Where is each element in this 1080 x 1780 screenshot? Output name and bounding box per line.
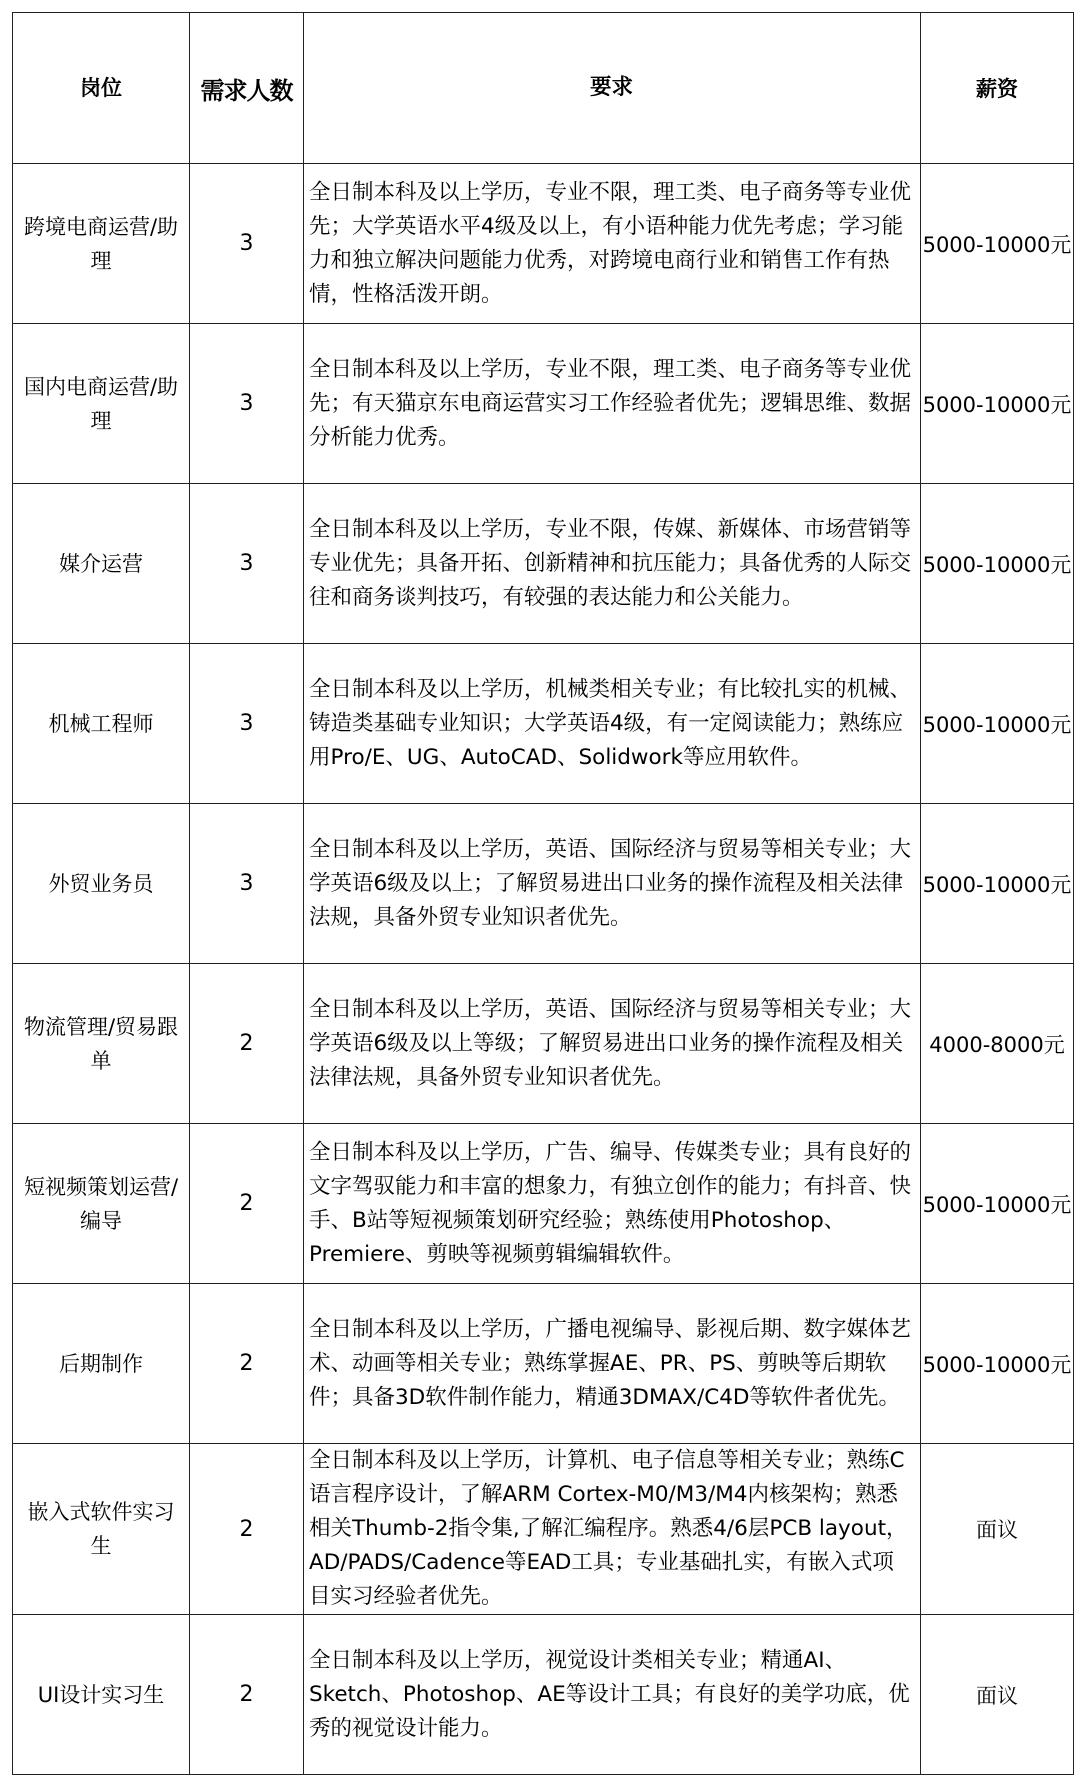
salary-cell: 4000-8000元 <box>921 964 1074 1124</box>
table-row <box>13 964 1074 1124</box>
salary-cell: 5000-10000元 <box>921 324 1074 484</box>
position-cell: 短视频策划运营/编导 <box>13 1124 190 1284</box>
requirements-cell: 全日制本科及以上学历，机械类相关专业；有比较扎实的机械、铸造类基础专业知识；大学英语4级，有一定阅读能力；熟练应用Pro/E、UG、AutoCAD、Solidwork等应用软件。 <box>304 644 921 804</box>
count-cell: 2 <box>190 1615 304 1775</box>
salary-cell: 5000-10000元 <box>921 1124 1074 1284</box>
salary-cell: 5000-10000元 <box>921 644 1074 804</box>
count-cell: 3 <box>190 324 304 484</box>
position-cell: 国内电商运营/助理 <box>13 324 190 484</box>
table-row <box>13 164 1074 324</box>
requirements-cell: 全日制本科及以上学历，计算机、电子信息等相关专业；熟练C语言程序设计，了解ARM Cortex-M0/M3/M4内核架构；熟悉相关Thumb-2指令集,了解汇编程序。熟悉4/6层PCB layout，AD/PADS/Cadence等EAD工具；专业基础扎实，有嵌入式项目实习经验者优先。 <box>304 1444 921 1615</box>
table-row <box>13 324 1074 484</box>
table-row <box>13 644 1074 804</box>
requirements-cell: 全日制本科及以上学历，专业不限，理工类、电子商务等专业优先；有天猫京东电商运营实习工作经验者优先；逻辑思维、数据分析能力优秀。 <box>304 324 921 484</box>
position-cell: 后期制作 <box>13 1284 190 1444</box>
requirements-cell: 全日制本科及以上学历，英语、国际经济与贸易等相关专业；大学英语6级及以上等级；了解贸易进出口业务的操作流程及相关法律法规，具备外贸专业知识者优先。 <box>304 964 921 1124</box>
table-row <box>13 484 1074 644</box>
table-row <box>13 804 1074 964</box>
requirements-cell: 全日制本科及以上学历，视觉设计类相关专业；精通AI、Sketch、Photoshop、AE等设计工具；有良好的美学功底，优秀的视觉设计能力。 <box>304 1615 921 1775</box>
count-cell: 2 <box>190 964 304 1124</box>
header-requirements: 要求 <box>304 13 921 164</box>
table-body <box>13 164 1074 1775</box>
table-row <box>13 1124 1074 1284</box>
job-openings-table <box>12 12 1074 1775</box>
position-cell: 跨境电商运营/助理 <box>13 164 190 324</box>
position-cell: 机械工程师 <box>13 644 190 804</box>
count-cell: 2 <box>190 1124 304 1284</box>
table-header-row <box>13 13 1074 164</box>
position-cell: 媒介运营 <box>13 484 190 644</box>
count-cell: 2 <box>190 1444 304 1615</box>
table-row <box>13 1444 1074 1615</box>
salary-cell: 面议 <box>921 1444 1074 1615</box>
position-cell: UI设计实习生 <box>13 1615 190 1775</box>
position-cell: 物流管理/贸易跟单 <box>13 964 190 1124</box>
table-row <box>13 1615 1074 1775</box>
count-cell: 3 <box>190 164 304 324</box>
salary-cell: 5000-10000元 <box>921 804 1074 964</box>
salary-cell: 5000-10000元 <box>921 484 1074 644</box>
header-salary: 薪资 <box>921 13 1074 164</box>
table-row <box>13 1284 1074 1444</box>
requirements-cell: 全日制本科及以上学历，专业不限，传媒、新媒体、市场营销等专业优先；具备开拓、创新精神和抗压能力；具备优秀的人际交往和商务谈判技巧，有较强的表达能力和公关能力。 <box>304 484 921 644</box>
position-cell: 嵌入式软件实习生 <box>13 1444 190 1615</box>
position-cell: 外贸业务员 <box>13 804 190 964</box>
requirements-cell: 全日制本科及以上学历，英语、国际经济与贸易等相关专业；大学英语6级及以上；了解贸易进出口业务的操作流程及相关法律法规，具备外贸专业知识者优先。 <box>304 804 921 964</box>
count-cell: 3 <box>190 804 304 964</box>
salary-cell: 5000-10000元 <box>921 164 1074 324</box>
requirements-cell: 全日制本科及以上学历，广播电视编导、影视后期、数字媒体艺术、动画等相关专业；熟练掌握AE、PR、PS、剪映等后期软件；具备3D软件制作能力，精通3DMAX/C4D等软件者优先。 <box>304 1284 921 1444</box>
salary-cell: 面议 <box>921 1615 1074 1775</box>
salary-cell: 5000-10000元 <box>921 1284 1074 1444</box>
count-cell: 3 <box>190 644 304 804</box>
header-count: 需求人数 <box>190 13 304 164</box>
requirements-cell: 全日制本科及以上学历，专业不限，理工类、电子商务等专业优先；大学英语水平4级及以上，有小语种能力优先考虑；学习能力和独立解决问题能力优秀，对跨境电商行业和销售工作有热情，性格活泼开朗。 <box>304 164 921 324</box>
count-cell: 3 <box>190 484 304 644</box>
header-position: 岗位 <box>13 13 190 164</box>
count-cell: 2 <box>190 1284 304 1444</box>
requirements-cell: 全日制本科及以上学历，广告、编导、传媒类专业；具有良好的文字驾驭能力和丰富的想象力，有独立创作的能力；有抖音、快手、B站等短视频策划研究经验；熟练使用Photoshop、Premiere、剪映等视频剪辑编辑软件。 <box>304 1124 921 1284</box>
